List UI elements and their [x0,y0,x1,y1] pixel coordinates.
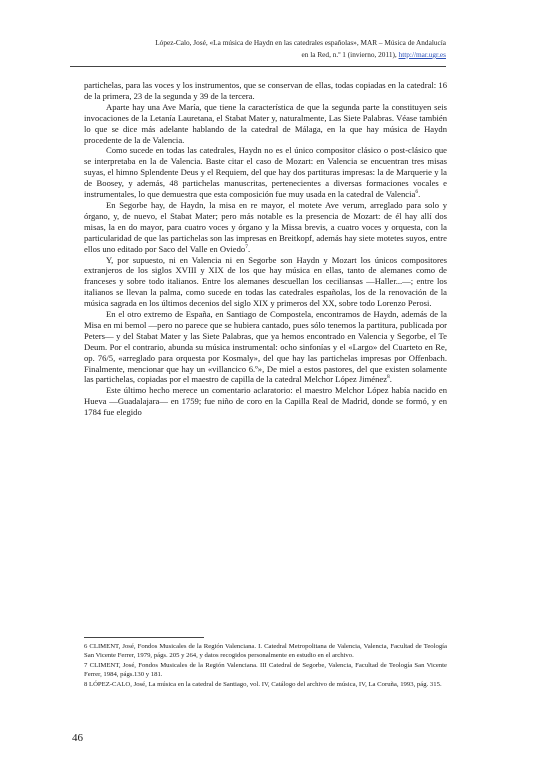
paragraph-4: En Segorbe hay, de Haydn, la misa en re mayor, el motete Ave verum, arreglado para solo y órgano, y, de nuevo, el Stabat Mater; pero más notable es la presencia de Mozart: de él hay allí dos misas, la en do mayor, para cuatro voces y órgano y la Missa brevis, a cuatro voces y orquesta, con la particularidad de que las partichelas son las impresas en Breitkopf, además hay siete motetes suyos, entre ellos uno editado por Saco del Valle en Oviedo$^7$. [84,199,447,254]
header-citation-line1: López-Calo, José, «La música de Haydn en las catedrales españolas», MAR – Música de Andalucía [155,38,446,47]
footnotes [84,642,447,689]
paragraph-2: Aparte hay una Ave María, que tiene la característica de que la segunda parte la constituyen seis invocaciones de la Letanía Lauretana, el Stabat Mater y, naturalmente, Las Siete Palabras. Véase también lo que se dice más adelante hablando de la catedral de Málaga, en la que hay música de Haydn procedente de la de Valencia. [84,101,447,145]
footnote-7: 7 CLIMENT, José, Fondos Musicales de la Región Valenciana. III Catedral de Segorbe, Valencia, Facultad de Teología San Vicente Ferrer, 1984, págs.130 y 181. [84,661,447,679]
paragraph-1: partichelas, para las voces y los instrumentos, que se conservan de ellas, todas copiadas en la catedral: 16 de la primera, 23 de la segunda y 39 de la tercera. [84,80,447,101]
footnote-ref-6[interactable]: 6 [415,189,419,196]
header-citation-prefix: en la Red, n.º 1 (invierno, 2011), [301,50,399,59]
paragraph-7: Este último hecho merece un comentario aclaratorio: el maestro Melchor López había nacido en Hueva —Guadalajara— en 1759; fue niño de coro en la Capilla Real de Madrid, donde se formó, y en 1784 fue elegido [84,385,447,418]
running-header [86,37,446,61]
paragraph-6: En el otro extremo de España, en Santiago de Compostela, encontramos de Haydn, además de la Misa en mi bemol —pero no parece que se hubiera cantado, pues sólo tenemos la partitura, publicada por Peters— y del Stabat Mater y las Siete Palabras, que ya hemos encontrado en Valencia y Segorbe, el Te Deum. Por el contrario, abunda su música instrumental: ocho sinfonías y el «Largo» del Cuarteto en Re, op. 76/5, «arreglado para orquesta por Kosmaly», del que hay las partichelas impresas por Offenbach. Finalmente, mencionar que hay un «villancico 6.º», De miel a estos pastores, del que existen solamente las partichelas, copiadas por el maestro de capilla de la catedral Melchor López Jiménez$^8$. [84,309,447,385]
paragraph-3: Como sucede en todas las catedrales, Haydn no es el único compositor clásico o post-clásico que se interpretaba en la de Valencia. Baste citar el caso de Mozart: en Valencia se encuentran tres misas suyas, el himno Splendente Deus y el Requiem, del que hay dos partituras impresas: la de Marquerie y la de Boosey, y además, 48 partichelas manuscritas, pertenecientes a diversas formaciones vocales e instrumentales, lo que demuestra que esta composición fue muy usada en la catedral de Valencia$^6$. [84,145,447,200]
article-body [84,80,447,418]
paragraph-3-text: Como sucede en todas las catedrales, Haydn no es el único compositor clásico o post-clásico que se interpretaba en la de Valencia. Baste citar el caso de Mozart: en Valencia se encuentran tres misas suyas, el himno Splendente Deus y el Requiem, del que hay dos partituras impresas: la de Marquerie y la de Boosey, y además, 48 partichelas manuscritas, pertenecientes a diversas formaciones vocales e instrumentales, lo que demuestra que esta composición fue muy usada en la catedral de Valencia [84,145,447,200]
paragraph-6-text: En el otro extremo de España, en Santiago de Compostela, encontramos de Haydn, además de la Misa en mi bemol —pero no parece que se hubiera cantado, pues sólo tenemos la partitura, publicada por Peters— y del Stabat Mater y las Siete Palabras, que ya hemos encontrado en Valencia y Segorbe, el Te Deum. Por el contrario, abunda su música instrumental: ocho sinfonías y el «Largo» del Cuarteto en Re, op. 76/5, «arreglado para orquesta por Kosmaly», del que hay las partichelas impresas por Offenbach. Finalmente, mencionar que hay un «villancico 6.º», De miel a estos pastores, del que existen solamente las partichelas, copiadas por el maestro de capilla de la catedral Melchor López Jiménez [84,309,447,385]
paragraph-4-text: En Segorbe hay, de Haydn, la misa en re mayor, el motete Ave verum, arreglado para solo y órgano, y, de nuevo, el Stabat Mater; pero más notable es la presencia de Mozart: de él hay allí dos misas, la en do mayor, para cuatro voces y órgano y la Missa brevis, a cuatro voces y orquesta, con la particularidad de que las partichelas son las impresas en Breitkopf, además hay siete motetes suyos, entre ellos uno editado por Saco del Valle en Oviedo [84,199,447,254]
journal-link[interactable]: http://mar.ugr.es [398,50,446,59]
page-number: 46 [72,732,83,744]
header-citation-line2 [86,49,446,61]
paragraph-5: Y, por supuesto, ni en Valencia ni en Segorbe son Haydn y Mozart los únicos compositores extranjeros de los siglos XVIII y XIX de los que hay música en ellas, tanto de alemanes como de franceses y sobre todo italianos. Entre los alemanes descuellan los ceciliansas —Haller...—; entre los italianos se llevan la palma, como sucede en todas las catedrales españolas, los de la renovación de la música sagrada en los últimos decenios del siglo XIX y primeros del XX, sobre todo Lorenzo Perosi. [84,254,447,309]
footnote-ref-8[interactable]: 8 [387,374,390,381]
footnote-ref-7[interactable]: 7 [245,243,248,250]
header-rule [70,66,446,67]
footnote-rule [84,637,204,638]
footnote-8: 8 LÓPEZ-CALO, José, La música en la catedral de Santiago, vol. IV, Catálogo del archivo de música, IV, La Coruña, 1993, pág. 315. [84,680,442,688]
footnote-6: 6 CLIMENT, José, Fondos Musicales de la Región Valenciana. I. Catedral Metropolitana de Valencia, Valencia, Facultad de Teología San Vicente Ferrer, 1979, págs. 205 y 264, y datos recogidos personalmente en estudio en el archivo. [84,643,447,660]
